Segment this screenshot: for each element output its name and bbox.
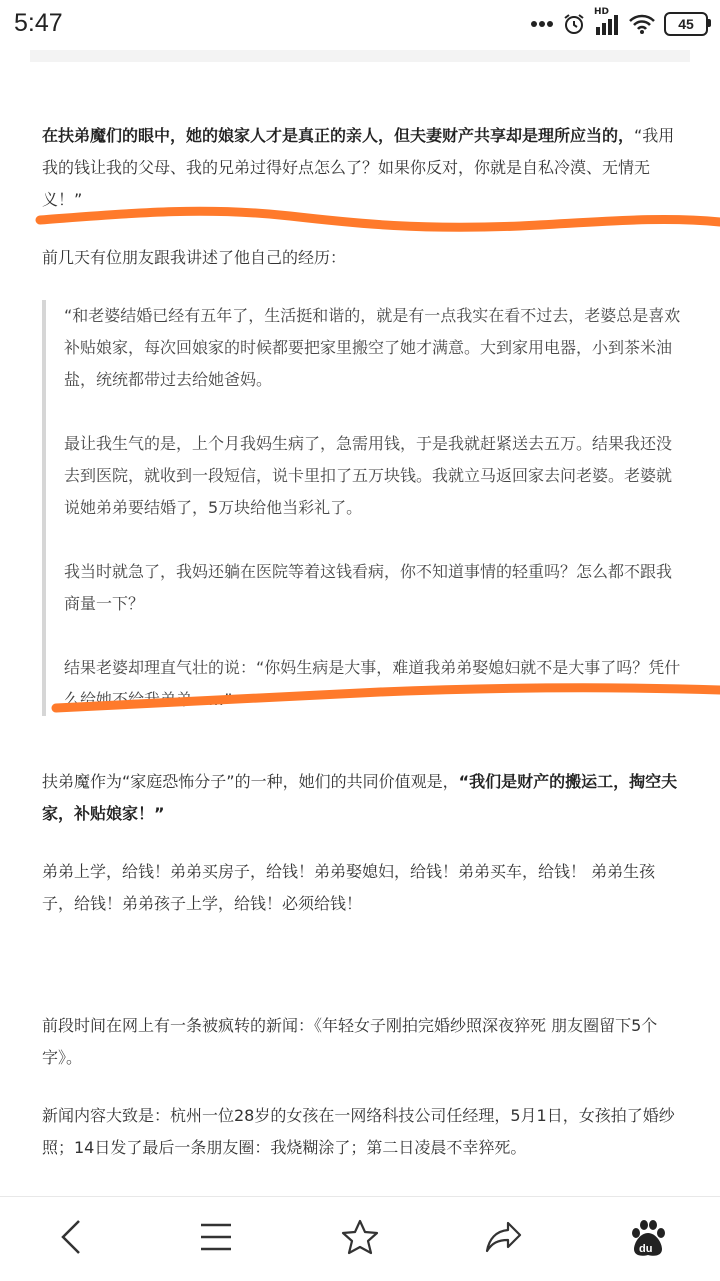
- alarm-icon: [562, 12, 586, 36]
- wifi-icon: [628, 13, 656, 35]
- back-icon: [57, 1217, 87, 1261]
- status-time: 5:47: [14, 9, 63, 37]
- bottom-navigation: [0, 1196, 720, 1281]
- intro-quote-text: “我用我的钱让我的父母、我的兄弟过得好点怎么了？如果你反对，你就是自私冷漠、无情无义！”: [42, 126, 675, 209]
- signal-icon: [594, 7, 620, 35]
- paragraph-friend: 前几天有位朋友跟我讲述了他自己的经历：: [42, 248, 347, 267]
- quote-paragraph-3: 我当时就急了，我妈还躺在医院等着这钱看病，你不知道事情的轻重吗？怎么都不跟我商量一下？: [64, 562, 673, 613]
- share-button[interactable]: [464, 1209, 544, 1269]
- menu-icon: [199, 1222, 233, 1256]
- values-normal-text: 扶弟魔作为“家庭恐怖分子”的一种，她们的共同价值观是，: [42, 772, 459, 791]
- quote-block: [42, 300, 682, 716]
- paragraph-news: 前段时间在网上有一条被疯转的新闻：《年轻女子刚拍完婚纱照深夜猝死 朋友圈留下5个字》。: [42, 1016, 658, 1067]
- baidu-button[interactable]: [608, 1209, 688, 1269]
- highlight-stroke-2: [0, 682, 720, 722]
- status-bar: [0, 0, 720, 50]
- intro-bold-text: 在扶弟魔们的眼中，她的娘家人才是真正的亲人，但夫妻财产共享却是理所应当的，: [42, 126, 635, 145]
- quote-paragraph-4: 结果老婆却理直气壮的说：“你妈生病是大事，难道我弟弟娶媳妇就不是大事了吗？凭什么给她不给我弟弟……”: [64, 658, 681, 709]
- top-divider-strip: [30, 50, 690, 62]
- article-body: [42, 766, 682, 1222]
- favorite-button[interactable]: [320, 1209, 400, 1269]
- share-icon: [484, 1219, 524, 1259]
- baidu-du-text: du: [639, 1243, 653, 1255]
- paragraph-give-money: 弟弟上学，给钱！弟弟买房子，给钱！弟弟娶媳妇，给钱！弟弟买车，给钱！ 弟弟生孩子，给钱！弟弟孩子上学，给钱！必须给钱！: [42, 862, 656, 913]
- highlight-stroke-1: [0, 200, 720, 240]
- status-icons: [530, 7, 708, 36]
- battery-indicator: 45: [664, 12, 708, 36]
- values-bold-text: “我们是财产的搬运工，掏空夫家，补贴娘家！”: [42, 772, 678, 823]
- back-button[interactable]: [32, 1209, 112, 1269]
- article-intro: [42, 120, 682, 274]
- baidu-paw-icon: [628, 1219, 668, 1259]
- quote-paragraph-1: “和老婆结婚已经有五年了，生活挺和谐的，就是有一点我实在看不过去，老婆总是喜欢补贴娘家，每次回娘家的时候都要把家里搬空了她才满意。大到家用电器，小到茶米油盐，统统都带过去给她爸妈。: [64, 306, 681, 389]
- star-icon: [341, 1219, 379, 1259]
- more-dots-icon: [530, 20, 554, 28]
- hd-label: HD: [594, 7, 610, 17]
- menu-button[interactable]: [176, 1209, 256, 1269]
- paragraph-news-content: 新闻内容大致是：杭州一位28岁的女孩在一网络科技公司任经理，5月1日，女孩拍了婚纱照；14日发了最后一条朋友圈：我烧糊涂了；第二日凌晨不幸猝死。: [42, 1106, 675, 1157]
- paragraph-values: [42, 766, 682, 830]
- quote-paragraph-2: 最让我生气的是，上个月我妈生病了，急需用钱，于是我就赶紧送去五万。结果我还没去到医院，就收到一段短信，说卡里扣了五万块钱。我就立马返回家去问老婆。老婆就说她弟弟要结婚了，5万块给他当彩礼了。: [64, 434, 673, 517]
